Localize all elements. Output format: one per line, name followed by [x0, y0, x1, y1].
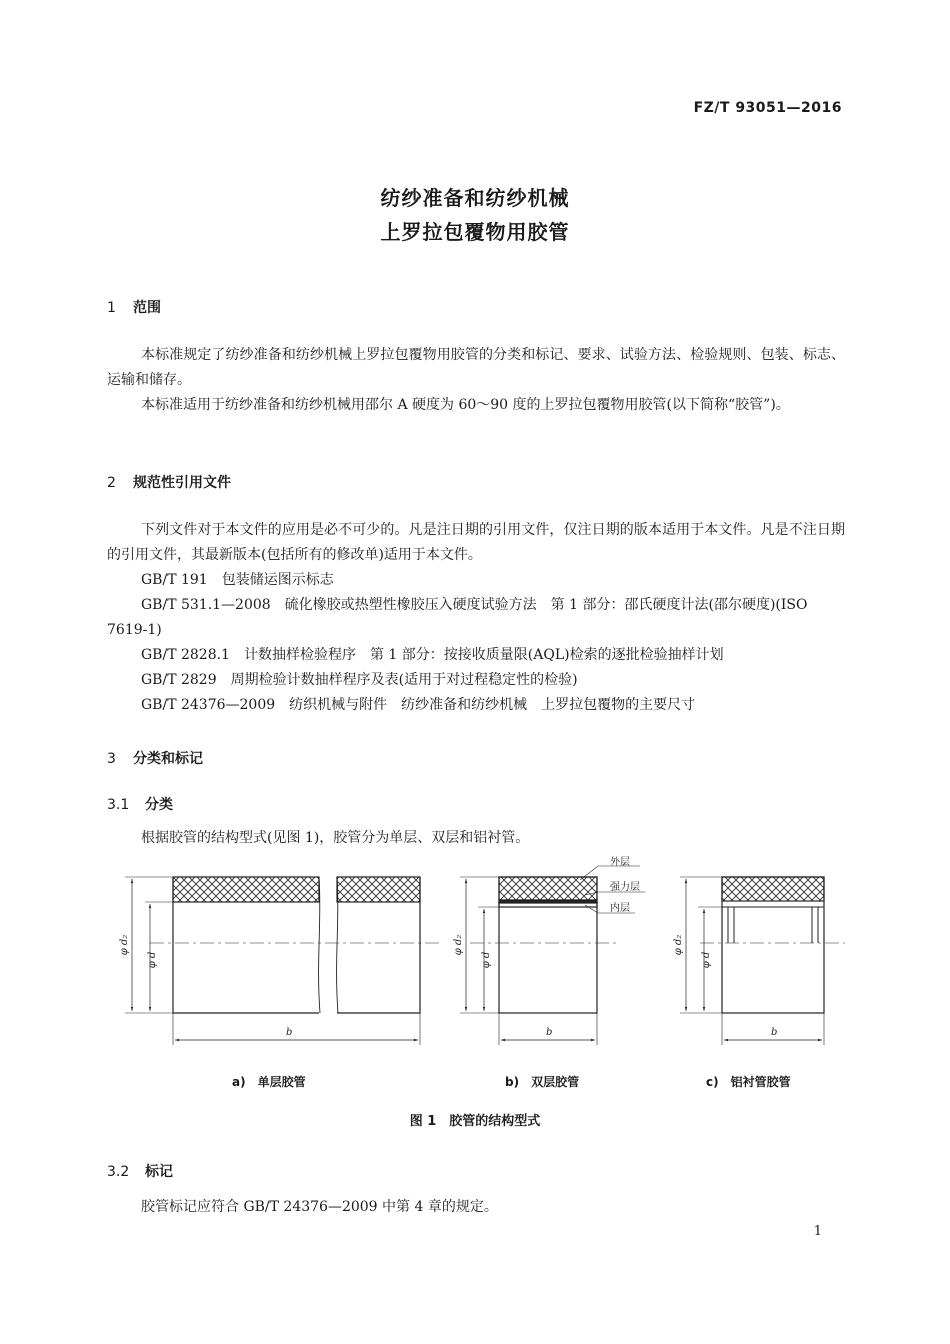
standard-number: FZ/T 93051—2016: [693, 100, 842, 116]
section-2-heading: [107, 472, 231, 492]
document-title-line1: 纺纱准备和纺纱机械: [380, 186, 570, 210]
section-number: 2: [107, 475, 116, 491]
reference-item: GB/T 531.1—2008 硫化橡胶或热塑性橡胶压入硬度试验方法 第 1 部分：邵氏硬度计法(邵尔硬度)(ISO 7619-1): [107, 597, 808, 638]
section-3-2-text: 胶管标记应符合 GB/T 24376—2009 中第 4 章的规定。: [141, 1199, 498, 1215]
dim-label-b: b: [286, 1027, 293, 1038]
subcaption-b: b) 双层胶管: [505, 1075, 580, 1089]
subcaption-c: c) 铝衬管胶管: [706, 1075, 791, 1089]
reference-item: GB/T 24376—2009 纺织机械与附件 纺纱准备和纺纱机械 上罗拉包覆物的主要尺寸: [141, 697, 696, 713]
single-layer-tube-drawing: [125, 877, 440, 1045]
section-title: 标记: [145, 1164, 173, 1180]
reference-item: GB/T 2828.1 计数抽样检验程序 第 1 部分：按接收质量限(AQL)检索的逐批检验抽样计划: [141, 647, 724, 663]
reference-item: GB/T 2829 周期检验计数抽样程序及表(适用于对过程稳定性的检验): [141, 672, 578, 688]
document-title-line2: 上罗拉包覆物用胶管: [380, 220, 570, 244]
figure-caption: 图 1 胶管的结构型式: [409, 1114, 541, 1129]
section-1-paragraph-2: 本标准适用于纺纱准备和纺纱机械用邵尔 A 硬度为 60～90 度的上罗拉包覆物用胶管(以下简称“胶管”)。: [141, 397, 790, 413]
section-number: 3.1: [107, 797, 130, 813]
section-number: 1: [107, 300, 116, 316]
section-3-1-heading: [107, 794, 173, 814]
reference-item: GB/T 191 包装储运图示标志: [141, 572, 334, 588]
section-1-paragraph-1: 本标准规定了纺纱准备和纺纱机械上罗拉包覆物用胶管的分类和标记、要求、试验方法、检验规则、包装、标志、运输和储存。: [107, 347, 845, 388]
section-title: 规范性引用文件: [133, 475, 231, 491]
dim-label-b: b: [546, 1027, 553, 1038]
figure-1-diagram: [0, 850, 950, 1060]
dim-label-b: b: [771, 1027, 778, 1038]
section-3-2-heading: [107, 1161, 173, 1181]
section-number: 3: [107, 751, 116, 767]
dim-label-d: φ d: [147, 951, 158, 969]
label-outer-layer: 外层: [610, 857, 630, 868]
page-number: 1: [813, 1224, 822, 1239]
dim-label-d2: φ d₂: [673, 934, 684, 956]
label-strength-layer: 强力层: [610, 882, 640, 893]
section-number: 3.2: [107, 1164, 130, 1180]
subcaption-a: a) 单层胶管: [232, 1075, 306, 1089]
dim-label-d: φ d: [701, 951, 712, 969]
section-2-intro: 下列文件对于本文件的应用是必不可少的。凡是注日期的引用文件，仅注日期的版本适用于本文件。凡是不注日期的引用文件，其最新版本(包括所有的修改单)适用于本文件。: [107, 522, 845, 563]
section-title: 分类: [145, 797, 173, 813]
dim-label-d2: φ d₂: [119, 934, 130, 956]
section-3-heading: [107, 748, 203, 768]
label-inner-layer: 内层: [610, 903, 630, 914]
dim-label-d2: φ d₂: [453, 934, 464, 956]
section-3-1-text: 根据胶管的结构型式(见图 1)，胶管分为单层、双层和铝衬管。: [141, 830, 530, 846]
dim-label-d: φ d: [481, 951, 492, 969]
section-1-heading: [107, 297, 161, 317]
section-title: 分类和标记: [133, 751, 203, 767]
section-title: 范围: [133, 300, 161, 316]
